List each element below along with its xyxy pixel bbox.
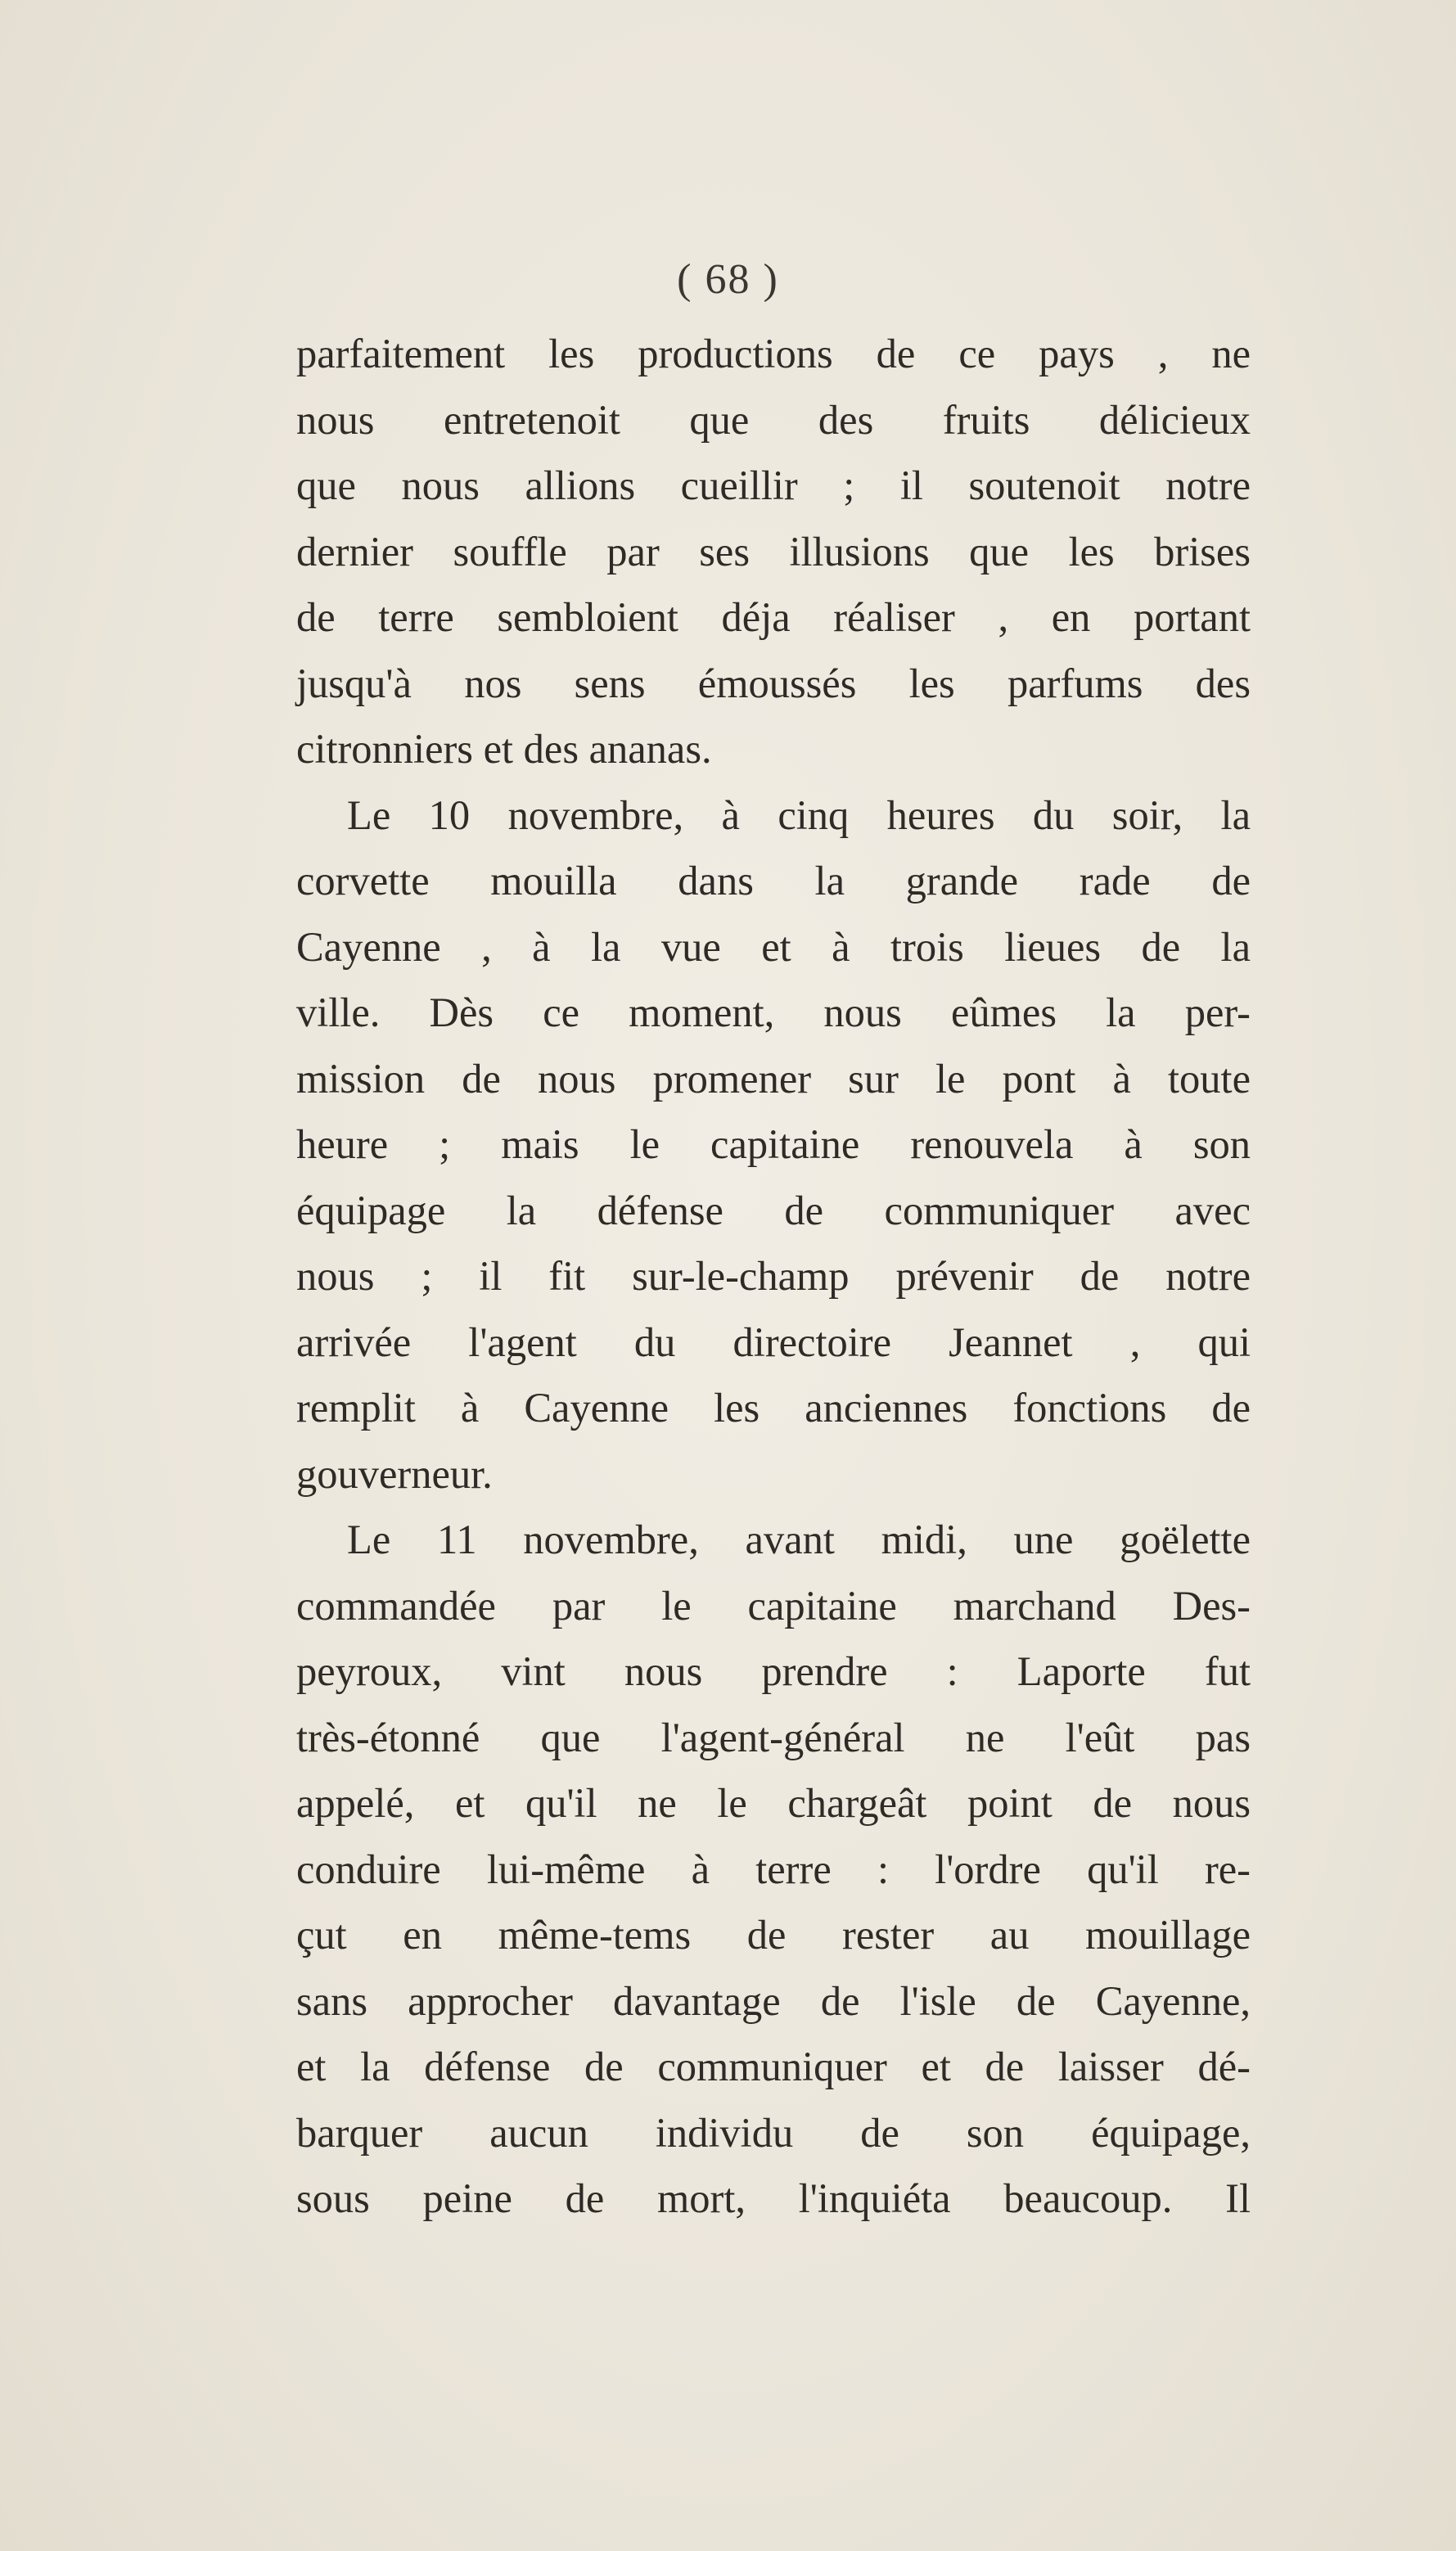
text-line: nous entretenoit que des fruits délicieux xyxy=(296,396,1251,443)
text-line: jusqu'à nos sens émoussés les parfums des xyxy=(296,660,1251,706)
text-line: que nous allions cueillir ; il soutenoit notre xyxy=(296,462,1251,508)
text-line: mission de nous promener sur le pont à toute xyxy=(296,1055,1251,1102)
paragraph-end-line: citronniers et des ananas. xyxy=(296,726,712,772)
text-line: sans approcher davantage de l'isle de Cayenne, xyxy=(296,1977,1251,2024)
text-line: équipage la défense de communiquer avec xyxy=(296,1187,1251,1233)
paragraph-start-line: Le 10 novembre, à cinq heures du soir, la xyxy=(347,791,1251,838)
text-line: barquer aucun individu de son équipage, xyxy=(296,2109,1251,2156)
text-line: parfaitement les productions de ce pays , ne xyxy=(296,331,1251,376)
text-line: appelé, et qu'il ne le chargeât point de nous xyxy=(296,1780,1251,1826)
text-line: de terre sembloient déja réaliser , en portant xyxy=(296,594,1251,640)
text-line: arrivée l'agent du directoire Jeannet , qui xyxy=(296,1318,1251,1365)
text-line: corvette mouilla dans la grande rade de xyxy=(296,858,1251,904)
text-line: ville. Dès ce moment, nous eûmes la per- xyxy=(296,989,1251,1035)
body-text xyxy=(296,321,1251,2232)
page-number: ( 68 ) xyxy=(677,256,779,303)
paragraph-start-line: Le 11 novembre, avant midi, une goëlette xyxy=(347,1517,1251,1562)
text-line: heure ; mais le capitaine renouvela à son xyxy=(296,1121,1251,1167)
text-line: nous ; il fit sur-le-champ prévenir de notre xyxy=(296,1253,1251,1299)
text-line: peyroux, vint nous prendre : Laporte fut xyxy=(296,1648,1251,1694)
text-line: conduire lui-même à terre : l'ordre qu'il re- xyxy=(296,1846,1251,1892)
text-line: Cayenne , à la vue et à trois lieues de la xyxy=(296,923,1251,970)
text-line: çut en même-tems de rester au mouillage xyxy=(296,1912,1251,1958)
text-line: très-étonné que l'agent-général ne l'eût pas xyxy=(296,1714,1251,1760)
text-line: et la défense de communiquer et de laisser dé- xyxy=(296,2044,1251,2089)
text-line: commandée par le capitaine marchand Des- xyxy=(296,1582,1251,1629)
text-line: remplit à Cayenne les anciennes fonctions de xyxy=(296,1385,1251,1431)
paragraph-end-line: gouverneur. xyxy=(296,1450,493,1497)
text-line: sous peine de mort, l'inquiéta beaucoup. Il xyxy=(296,2175,1251,2221)
text-line: dernier souffle par ses illusions que les brises xyxy=(296,528,1251,575)
